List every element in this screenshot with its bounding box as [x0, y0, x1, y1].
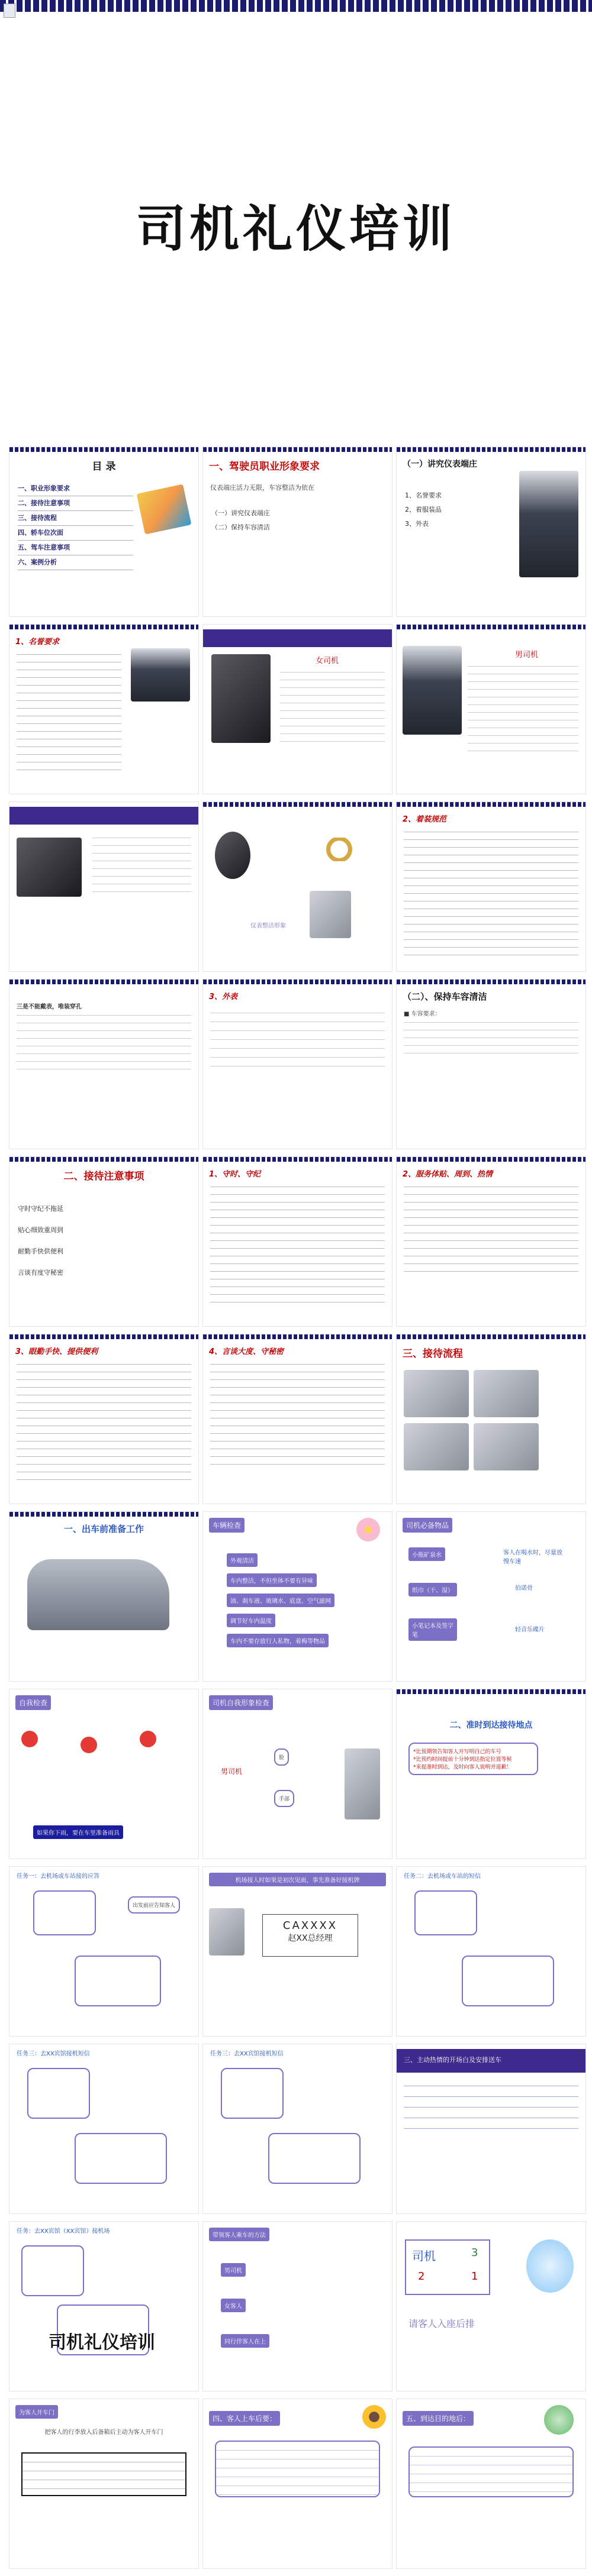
slide-process[interactable]	[396, 1334, 586, 1504]
driver-photo	[131, 648, 190, 702]
boarding-item: 同行伴客人在上	[221, 2334, 269, 2348]
slide-female-driver[interactable]	[202, 624, 392, 794]
slide-text	[404, 1022, 578, 1058]
list-item: 3、外表	[405, 520, 429, 528]
driver-seat: 司机	[412, 2249, 436, 2263]
watch-image	[215, 832, 250, 879]
slide-seating[interactable]	[396, 2221, 586, 2391]
toc-item: 三、接待流程	[18, 511, 133, 526]
seat-diagram	[405, 2239, 490, 2295]
boarding-item: 女客人	[221, 2299, 246, 2312]
slide-bar	[397, 447, 585, 452]
list-item: 1、名誉要求	[405, 492, 442, 499]
face-label: 脸	[274, 1748, 289, 1766]
slide-after-boarding[interactable]	[202, 2399, 392, 2569]
slide-title: 五、到达目的地后：	[403, 2411, 474, 2426]
slide-car-check[interactable]	[202, 1511, 392, 1682]
slide-title: 3、眼勤手快、提供便利	[15, 1347, 98, 1356]
red-burst-icon	[81, 1737, 97, 1753]
slide-subtitle: 仪表端庄活力无限，车容整洁为依在	[210, 484, 314, 492]
figure-image	[345, 1748, 380, 1819]
toc-list	[18, 481, 133, 570]
slides-grid	[9, 447, 586, 2576]
tip-line: *来提准时到达，及时向客人说明并道歉！	[413, 1764, 512, 1770]
slide-title: 二、接待注意事项	[63, 1171, 144, 1182]
slide-list	[18, 1198, 191, 1284]
slide-title: 四、客人上车后要：	[209, 2411, 280, 2426]
slide-title: 2、着装规范	[403, 815, 447, 824]
slide-male-driver[interactable]	[396, 624, 586, 794]
slide-bar	[397, 1157, 585, 1162]
slides-row-4	[9, 979, 586, 1149]
slide-task-two[interactable]	[396, 1866, 586, 2037]
slides-row-7	[9, 1511, 586, 1682]
car-photo	[27, 1559, 169, 1630]
toc-heading: 目 录	[92, 461, 116, 473]
slide-header: 为客人开车门	[15, 2405, 58, 2419]
boarding-item: 男司机	[221, 2263, 246, 2277]
door-text: 把客人的行李放入后备箱后主动为客人开车门	[44, 2429, 163, 2436]
sign-board	[262, 1914, 358, 1957]
message-bubble	[21, 2245, 84, 2296]
footer-title: 司机礼仪培训	[49, 2332, 155, 2353]
slide-appearance[interactable]	[396, 447, 586, 617]
check-item: 车内不要存放行人私物，着梅等物品	[227, 1634, 329, 1647]
process-photo-3	[404, 1423, 469, 1470]
notes-box	[408, 2446, 574, 2497]
rings-image	[321, 838, 357, 861]
slide-title: 2、服务体贴、周到、热情	[403, 1170, 493, 1179]
slide-title: （一）讲究仪表端庄	[403, 460, 477, 469]
message-bubble	[221, 2068, 284, 2119]
message-bubble	[268, 2133, 361, 2184]
seat-number: 2	[418, 2270, 425, 2283]
slide-task-three-b[interactable]	[202, 2044, 392, 2214]
slide-task-hotel[interactable]	[9, 2221, 199, 2391]
list-item: 耐勤手快供便利	[18, 1247, 63, 1255]
slide-confidential[interactable]	[202, 1334, 392, 1504]
slide-punctual[interactable]	[202, 1156, 392, 1327]
slide-text	[210, 1364, 385, 1470]
slide-bar	[203, 447, 392, 452]
list-item: 言谈有度守秘密	[18, 1269, 63, 1276]
slide-exterior[interactable]	[202, 979, 392, 1149]
slide-self-image[interactable]	[202, 1689, 392, 1859]
task-header: 任务三：去XX宾馆接机短信	[17, 2051, 90, 2057]
check-item: 调节好车内温度	[227, 1614, 275, 1627]
notes-box	[215, 2441, 380, 2497]
slide-accessories[interactable]	[202, 801, 392, 972]
slide-self-check[interactable]	[9, 1689, 199, 1859]
slides-row-12	[9, 2399, 586, 2569]
tip-line: *比预约时间提前十分钟到达指定位置等候	[413, 1757, 512, 1763]
slide-title: 3、外表	[209, 993, 238, 1001]
driver-label: 男司机	[221, 1767, 243, 1776]
task-header: 任务二：去机场或车站的短信	[404, 1873, 481, 1880]
slide-dress-code[interactable]	[396, 801, 586, 972]
slide-title: 一、出车前准备工作	[63, 1524, 144, 1534]
slide-bar	[9, 1512, 198, 1517]
slide-bar	[9, 980, 198, 984]
message-bubble	[75, 1956, 161, 2006]
slide-text	[404, 832, 578, 962]
slide-title: 4、言谈大度、守秘密	[209, 1347, 284, 1356]
flower-image	[356, 1518, 380, 1541]
toc-item: 二、接待注意事项	[18, 496, 133, 511]
toc-item: 四、轿车位次面	[18, 526, 133, 541]
slide-list	[405, 489, 514, 531]
businessman-photo	[519, 471, 578, 577]
slide-text	[210, 1187, 385, 1305]
slide-title: 1、守时、守纪	[209, 1170, 261, 1179]
slides-row-8	[9, 1689, 586, 1859]
female-driver-photo	[211, 654, 271, 743]
hands-label: 手部	[274, 1790, 294, 1807]
slide-text	[280, 672, 385, 749]
slide-bar	[9, 1157, 198, 1162]
slide-list	[211, 506, 385, 535]
process-photo-4	[474, 1423, 539, 1470]
top-decorative-bar	[0, 0, 592, 12]
pill: 出发前应告知客人	[128, 1896, 180, 1914]
slide-essentials[interactable]	[396, 1511, 586, 1682]
check-item: 油、刹车液、玻璃水、底盘、空气滤网	[227, 1594, 334, 1607]
door-box	[21, 2452, 186, 2496]
process-photo-2	[474, 1370, 539, 1417]
slide-header: 自我检查	[15, 1695, 51, 1710]
shoes-photo	[17, 838, 82, 897]
slide-header: 司机自我形象检查	[209, 1695, 273, 1710]
slide-title: 二、准时到达接待地点	[449, 1721, 533, 1730]
essential-note: 轻音乐碟片	[515, 1627, 545, 1633]
essential-note: 伯诺骨	[515, 1585, 533, 1592]
slide-header: 机场接人时如果是初次见面，事先准备好接机牌	[209, 1873, 386, 1886]
task-header: 任务三：去XX宾馆接机短信	[210, 2051, 284, 2057]
toc-item: 一、职业形象要求	[18, 481, 133, 496]
slide-title: 一、驾驶员职业形象要求	[209, 461, 320, 473]
red-burst-icon	[21, 1731, 38, 1747]
main-title: 司机礼仪培训	[136, 200, 456, 258]
check-item: 外观清洁	[227, 1553, 258, 1567]
slide-text	[404, 1187, 578, 1275]
list-item: 贴心细致重周到	[18, 1226, 63, 1234]
sign-code: CAXXXX	[282, 1919, 338, 1932]
task-header: 任务一：去机场或车站接的应答	[17, 1873, 99, 1880]
slide-task-three[interactable]	[9, 2044, 199, 2214]
list-item: 2、着服装品	[405, 506, 442, 513]
slide-quick-hands[interactable]	[9, 1334, 199, 1504]
notebook-pen-image	[137, 484, 192, 534]
seating-caption: 请客人入座后排	[408, 2318, 475, 2329]
female-driver-label: 女司机	[316, 657, 339, 665]
seat-number: 3	[471, 2247, 478, 2259]
cartoon-bear-image	[526, 2239, 574, 2293]
message-bubble	[27, 2068, 90, 2119]
slides-row-11	[9, 2221, 586, 2391]
slide-text	[92, 838, 191, 897]
slide-title: 三、主动热情的开场白及安排送车	[404, 2056, 501, 2064]
slide-text	[210, 1013, 385, 1072]
slide-header	[9, 807, 198, 825]
rain-banner: 如果你下雨，要在车里准备雨具	[33, 1825, 123, 1839]
flower-image	[544, 2405, 574, 2435]
slide-task-one[interactable]	[9, 1866, 199, 2037]
slide-header: 司机必备物品	[403, 1518, 452, 1533]
check-item: 车内整洁，不但坐体不要有异味	[227, 1573, 317, 1587]
slide-prep-work[interactable]	[9, 1511, 199, 1682]
slide-sign-board[interactable]	[202, 1866, 392, 2037]
slide-car-clean[interactable]	[396, 979, 586, 1149]
process-photo-1	[404, 1370, 469, 1417]
accessories-label: 仪表整洁形象	[250, 923, 286, 929]
slide-bar	[203, 802, 392, 807]
slide-bar	[203, 980, 392, 984]
slide-bar	[397, 802, 585, 807]
slides-row-10	[9, 2044, 586, 2214]
essential-item: 小瓶矿泉水	[408, 1547, 445, 1561]
gloves-image	[310, 891, 351, 938]
slide-text	[17, 1015, 191, 1074]
slide-header: 车辆检查	[209, 1518, 244, 1533]
essential-item: 小笔记本及签字笔	[408, 1618, 457, 1641]
slide-heading: 三是不能戴表，唯装穿孔	[17, 1004, 82, 1010]
slide-bar	[9, 625, 198, 629]
seat-number: 1	[471, 2270, 478, 2283]
slides-row-1	[9, 447, 586, 617]
slide-title: 三、接待流程	[403, 1348, 463, 1360]
message-bubble	[414, 1890, 477, 1935]
slide-bar	[203, 1157, 392, 1162]
slide-title: （二）、保持车容清洁	[403, 991, 487, 1002]
slide-open-door[interactable]	[9, 2399, 199, 2569]
document-icon	[4, 4, 15, 18]
tip-line: *比预期领告知客人开写明自己的车号	[413, 1749, 501, 1755]
slide-text	[404, 2086, 578, 2139]
slide-text	[468, 666, 578, 755]
slide-bar	[203, 1334, 392, 1339]
slide-sub: ■ 车容要求：	[404, 1011, 441, 1017]
slide-bar	[397, 1334, 585, 1339]
slide-title: 1、名誉要求	[15, 638, 60, 647]
task-header: 任务：去XX宾馆（XX宾馆）接机场	[17, 2228, 110, 2235]
sign-name: 赵XX总经理	[288, 1934, 333, 1943]
slide-bar	[9, 447, 198, 452]
slides-row-5	[9, 1156, 586, 1327]
arrival-tips	[408, 1743, 538, 1775]
list-item: （一）讲究仪表端庄	[211, 509, 270, 517]
message-bubble	[462, 1956, 554, 2006]
slides-row-3	[9, 801, 586, 972]
slide-bar	[397, 625, 585, 629]
toc-item: 六、案例分析	[18, 555, 133, 570]
slide-greeting[interactable]	[396, 2044, 586, 2214]
essential-item: 纸巾（干、湿）	[408, 1583, 457, 1596]
slide-no-watch[interactable]	[9, 979, 199, 1149]
toc-item: 五、驾车注意事项	[18, 541, 133, 555]
slide-bar	[397, 980, 585, 984]
slides-row-9	[9, 1866, 586, 2037]
sunflower-image	[362, 2405, 386, 2429]
slides-row-6	[9, 1334, 586, 1504]
list-item: （二）保持车容清洁	[211, 523, 270, 531]
male-driver-label: 男司机	[515, 651, 539, 660]
slide-text	[17, 654, 121, 773]
slide-image-requirements[interactable]	[202, 447, 392, 617]
slide-toc[interactable]	[9, 447, 199, 617]
slide-arrival[interactable]	[396, 2399, 586, 2569]
slide-boarding[interactable]	[202, 2221, 392, 2391]
slide-thoughtful[interactable]	[396, 1156, 586, 1327]
slides-row-2	[9, 624, 586, 794]
list-item: 守时守纪不拖延	[18, 1205, 63, 1213]
message-bubble	[33, 1890, 96, 1935]
slide-reception-notes[interactable]	[9, 1156, 199, 1327]
slide-shoes[interactable]	[9, 801, 199, 972]
message-bubble	[75, 2133, 167, 2184]
slide-header: 带领客人乘车的方法	[209, 2228, 269, 2241]
slide-reputation[interactable]	[9, 624, 199, 794]
male-driver-photo	[403, 646, 462, 735]
slide-bar	[397, 1689, 585, 1694]
slide-header	[203, 629, 392, 647]
airport-photo	[209, 1908, 244, 1956]
essential-note: 客人在喝水时，尽量放慢车速	[503, 1550, 562, 1565]
slide-text	[17, 1364, 191, 1482]
red-burst-icon	[140, 1731, 156, 1747]
slide-bar	[9, 1334, 198, 1339]
slide-arrive-on-time[interactable]	[396, 1689, 586, 1859]
